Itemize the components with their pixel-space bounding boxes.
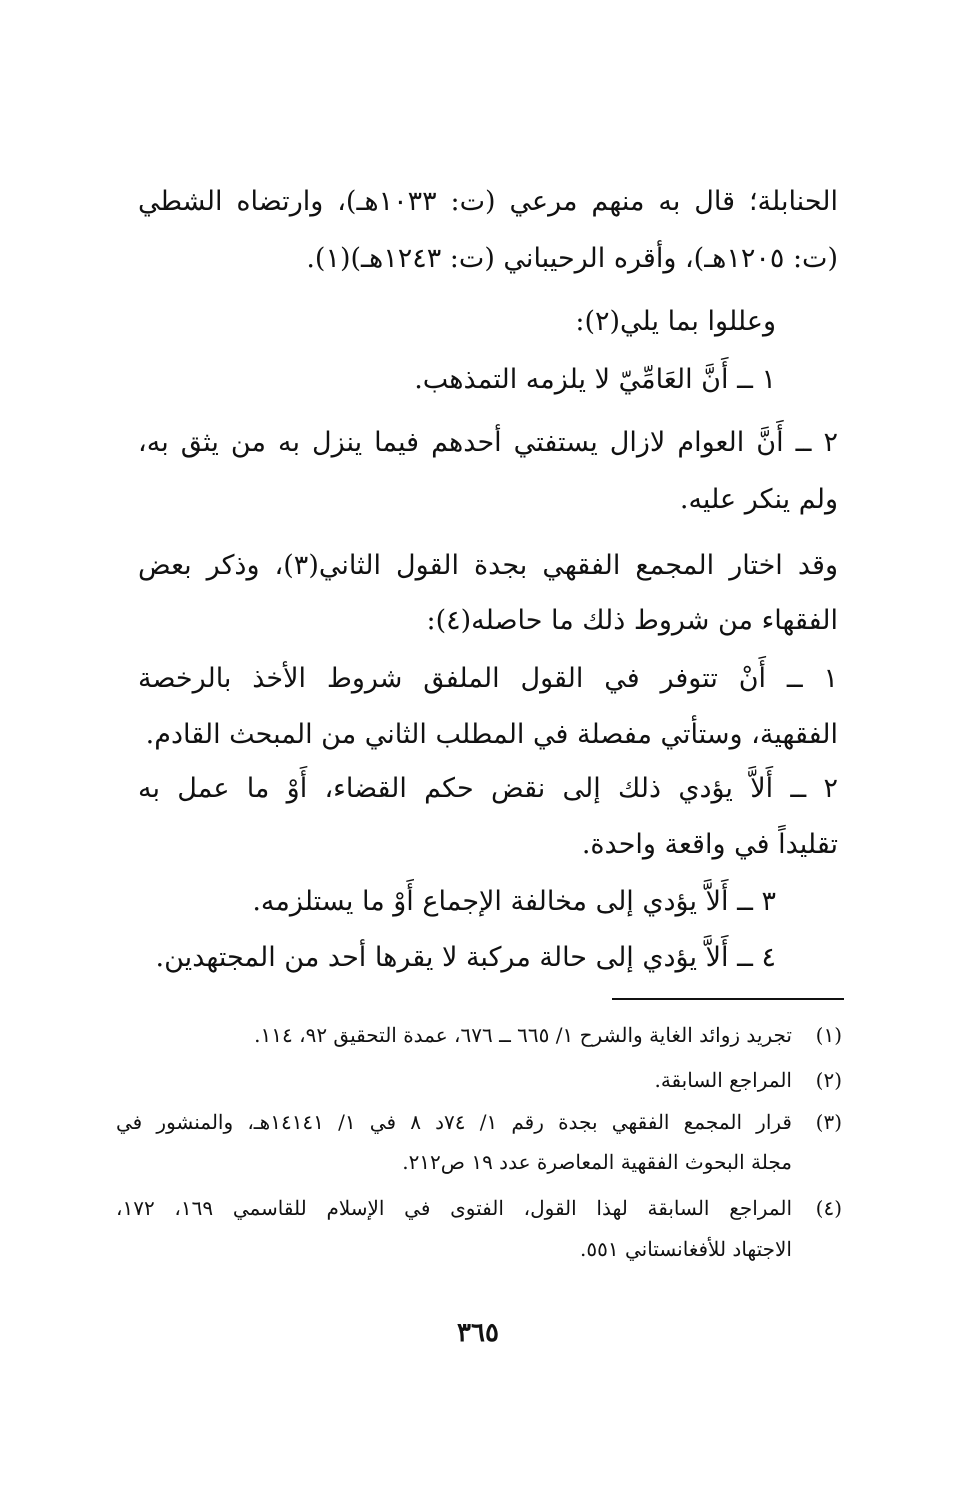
paragraph-3-line-1: وقد اختار المجمع الفقهي بجدة القول الثاني(٣)، وذكر بعض [138, 550, 838, 581]
condition-1-line-1: ١ ــ أَنْ تتوفر في القول الملفق شروط الأخذ بالرخصة [138, 663, 838, 694]
footnote-1-number: (١) [815, 1023, 842, 1047]
footnote-separator [612, 998, 844, 1000]
page-number: ٣٦٥ [457, 1318, 499, 1348]
reason-item-2-line-2: ولم ينكر عليه. [679, 484, 838, 515]
paragraph-1-line-1: الحنابلة؛ قال به منهم مرعي (ت: ١٠٣٣هـ)، وارتضاه الشطي [138, 186, 838, 217]
paragraph-2: وعللوا بما يلي(٢): [575, 306, 776, 337]
footnote-2-text: المراجع السابقة. [654, 1068, 792, 1092]
condition-4: ٤ ــ أَلاَّ يؤدي إلى حالة مركبة لا يقرها أحد من المجتهدين. [155, 942, 776, 973]
condition-3: ٣ ــ أَلاَّ يؤدي إلى مخالفة الإجماع أَوْ ما يستلزمه. [252, 886, 776, 917]
footnote-3-text-line-2: مجلة البحوث الفقهية المعاصرة عدد ١٩ ص٢١٢. [402, 1150, 792, 1174]
footnote-4-number: (٤) [815, 1196, 842, 1220]
footnote-4-text-line-1: المراجع السابقة لهذا القول، الفتوى في الإسلام للقاسمي ١٦٩، ١٧٢، [116, 1196, 793, 1220]
paragraph-1-line-2: (ت: ١٢٠٥هـ)، وأقره الرحيباني (ت: ١٢٤٣هـ)(١). [306, 243, 838, 274]
reason-item-2-line-1: ٢ ــ أَنَّ العوام لازال يستفتي أحدهم فيما ينزل به من يثق به، [138, 427, 838, 458]
reason-item-1: ١ ــ أَنَّ العَامِّيّ لا يلزمه التمذهب. [414, 364, 776, 395]
footnote-3-text-line-1: قرار المجمع الفقهي بجدة رقم ١/ ٧٤د ٨ في ١/ ١٤١٤١هـ، والمنشور في [116, 1110, 792, 1134]
condition-2-line-1: ٢ ــ أَلاَّ يؤدي ذلك إلى نقض حكم القضاء، أَوْ ما عمل به [138, 773, 838, 804]
footnote-3-number: (٣) [815, 1110, 842, 1134]
paragraph-3-line-2: الفقهاء من شروط ذلك ما حاصله(٤): [426, 605, 838, 636]
footnote-1-text: تجريد زوائد الغاية والشرح ١/ ٦٦٥ ــ ٦٧٦، عمدة التحقيق ٩٢، ١١٤. [254, 1023, 792, 1047]
footnote-4-text-line-2: الاجتهاد للأفغانستاني ٥٥١. [580, 1237, 792, 1261]
condition-2-line-2: تقليداً في واقعة واحدة. [581, 829, 838, 860]
footnote-2-number: (٢) [815, 1068, 842, 1092]
condition-1-line-2: الفقهية، وستأتي مفصلة في المطلب الثاني من المبحث القادم. [145, 719, 838, 750]
